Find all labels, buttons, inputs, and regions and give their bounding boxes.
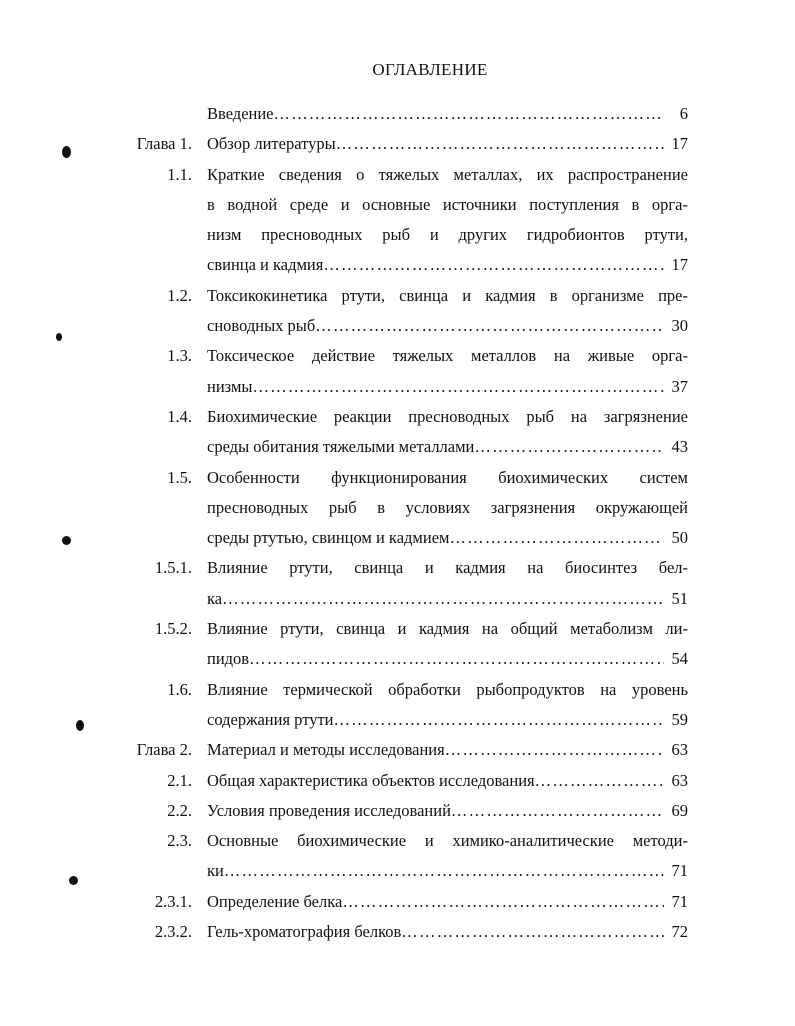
entry-body xyxy=(207,553,688,614)
entry-last-line xyxy=(207,887,688,917)
entry-text: Общая характеристика объектов исследования xyxy=(207,770,535,790)
page-number: 43 xyxy=(671,437,688,457)
entry-last-line xyxy=(207,311,688,341)
entry-line: Биохимические реакции пресноводных рыб на загрязнение xyxy=(207,406,688,426)
page-number: 17 xyxy=(671,255,688,275)
dot-leader xyxy=(535,766,664,796)
page-number: 63 xyxy=(671,740,688,760)
entry-body xyxy=(207,463,688,554)
entry-text: пидов xyxy=(207,649,250,669)
entry-number: 1.5. xyxy=(167,467,192,487)
entry-last-line xyxy=(207,644,688,674)
dot-leader xyxy=(445,735,664,765)
toc-entry xyxy=(0,766,795,796)
entry-number: 1.5.2. xyxy=(154,619,192,639)
entry-line: пресноводных рыб в условиях загрязнения окружающей xyxy=(207,497,688,517)
entry-last-line xyxy=(207,766,688,796)
dot-leader xyxy=(336,129,664,159)
entry-last-line xyxy=(207,372,688,402)
page-number: 71 xyxy=(671,891,688,911)
entry-last-line xyxy=(207,250,688,280)
scan-speck xyxy=(56,333,62,341)
toc-entry xyxy=(0,796,795,826)
entry-last-line xyxy=(207,523,688,553)
entry-number: 1.3. xyxy=(167,346,192,366)
entry-body xyxy=(207,402,688,463)
entry-last-line xyxy=(207,99,688,129)
page-number: 50 xyxy=(671,528,688,548)
entry-line: в водной среде и основные источники поступления в орга- xyxy=(207,194,688,214)
dot-leader xyxy=(474,432,664,462)
toc-entry xyxy=(0,129,795,159)
entry-last-line xyxy=(207,856,688,886)
entry-number: 2.3.1. xyxy=(154,891,192,911)
entry-body xyxy=(207,281,688,342)
entry-line: Особенности функционирования биохимических систем xyxy=(207,467,688,487)
entry-line: Влияние ртути, свинца и кадмия на биосинтез бел- xyxy=(207,558,688,578)
entry-number: 2.1. xyxy=(167,770,192,790)
entry-line: Краткие сведения о тяжелых металлах, их распространение xyxy=(207,164,688,184)
page-number: 71 xyxy=(671,861,688,881)
entry-body xyxy=(207,614,688,675)
entry-number: 1.4. xyxy=(167,406,192,426)
entry-body xyxy=(207,735,688,765)
entry-text: сноводных рыб xyxy=(207,316,316,336)
entry-number: 2.3. xyxy=(167,831,192,851)
entry-number: Глава 2. xyxy=(136,740,192,760)
entry-line: Влияние термической обработки рыбопродуктов на уровень xyxy=(207,679,688,699)
entry-line: низм пресноводных рыб и других гидробионтов ртути, xyxy=(207,225,688,245)
entry-text: Обзор литературы xyxy=(207,134,336,154)
entry-text: Гель-хроматография белков xyxy=(207,922,402,942)
dot-leader xyxy=(222,584,664,614)
toc-entry xyxy=(0,281,795,342)
page-number: 63 xyxy=(671,770,688,790)
entry-line: Токсическое действие тяжелых металлов на живые орга- xyxy=(207,346,688,366)
entry-body xyxy=(207,766,688,796)
toc-entry xyxy=(0,99,795,129)
entry-text: содержания ртути xyxy=(207,709,334,729)
page-number: 37 xyxy=(671,376,688,396)
dot-leader xyxy=(252,372,664,402)
page-number: 30 xyxy=(671,316,688,336)
entry-body xyxy=(207,99,688,129)
scan-speck xyxy=(76,720,84,731)
entry-number: 1.5.1. xyxy=(154,558,192,578)
dot-leader xyxy=(249,644,664,674)
entry-body xyxy=(207,129,688,159)
toc-entry xyxy=(0,553,795,614)
entry-text: среды обитания тяжелыми металлами xyxy=(207,437,475,457)
page-number: 59 xyxy=(671,709,688,729)
entry-number: 1.1. xyxy=(167,164,192,184)
scan-speck xyxy=(62,146,71,158)
entry-last-line xyxy=(207,432,688,462)
entry-last-line xyxy=(207,584,688,614)
toc-entry xyxy=(0,341,795,402)
entry-number: 2.3.2. xyxy=(154,922,192,942)
page-number: 6 xyxy=(679,104,688,123)
dot-leader xyxy=(224,856,664,886)
toc-entry xyxy=(0,614,795,675)
dot-leader xyxy=(333,705,664,735)
dot-leader xyxy=(342,887,664,917)
entry-number: 1.2. xyxy=(167,285,192,305)
toc-entry xyxy=(0,675,795,736)
entry-last-line xyxy=(207,796,688,826)
page-number: 69 xyxy=(671,800,688,820)
page-number: 54 xyxy=(671,649,688,669)
entry-text: Определение белка xyxy=(207,891,343,911)
entry-text: Материал и методы исследования xyxy=(207,740,445,760)
entry-text: ки xyxy=(207,861,224,881)
table-of-contents xyxy=(0,99,795,947)
entry-text: среды ртутью, свинцом и кадмием xyxy=(207,528,450,548)
entry-line: Основные биохимические и химико-аналитические методи- xyxy=(207,831,688,851)
entry-number xyxy=(0,99,192,129)
page-number: 17 xyxy=(671,134,688,154)
toc-entry xyxy=(0,160,795,281)
toc-entry xyxy=(0,402,795,463)
entry-text: Условия проведения исследований xyxy=(207,800,451,820)
dot-leader xyxy=(323,250,664,280)
toc-entry xyxy=(0,887,795,917)
entry-body xyxy=(207,160,688,281)
dot-leader xyxy=(449,523,664,553)
entry-text: свинца и кадмия xyxy=(207,255,324,275)
dot-leader xyxy=(451,796,664,826)
entry-last-line xyxy=(207,705,688,735)
toc-entry xyxy=(0,735,795,765)
toc-title: ОГЛАВЛЕНИЕ xyxy=(372,60,488,79)
entry-line: Токсикокинетика ртути, свинца и кадмия в организме пре- xyxy=(207,285,688,305)
entry-last-line xyxy=(207,917,688,947)
dot-leader xyxy=(401,917,664,947)
entry-text: Введение xyxy=(207,104,274,123)
dot-leader xyxy=(315,311,664,341)
entry-last-line xyxy=(207,129,688,159)
scan-speck xyxy=(69,876,78,885)
scan-speck xyxy=(62,536,71,545)
entry-body xyxy=(207,826,688,887)
toc-entry xyxy=(0,826,795,887)
page-number: 72 xyxy=(671,922,688,942)
entry-body xyxy=(207,887,688,917)
entry-last-line xyxy=(207,735,688,765)
page-number: 51 xyxy=(671,588,688,608)
entry-number: 2.2. xyxy=(167,800,192,820)
toc-entry xyxy=(0,917,795,947)
entry-text: низмы xyxy=(207,376,253,396)
entry-number: Глава 1. xyxy=(136,134,192,154)
entry-body xyxy=(207,917,688,947)
toc-entry xyxy=(0,463,795,554)
entry-body xyxy=(207,796,688,826)
entry-number: 1.6. xyxy=(167,679,192,699)
entry-text: ка xyxy=(207,588,223,608)
entry-line: Влияние ртути, свинца и кадмия на общий метаболизм ли- xyxy=(207,619,688,639)
entry-body xyxy=(207,341,688,402)
entry-body xyxy=(207,675,688,736)
dot-leader xyxy=(274,99,664,129)
